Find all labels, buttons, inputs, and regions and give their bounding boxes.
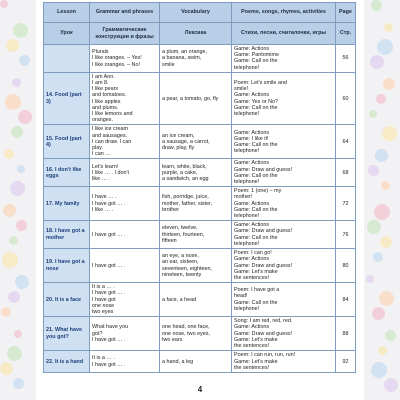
activities-cell — [232, 159, 336, 187]
activities-cell — [232, 351, 336, 373]
decorative-dot — [374, 204, 390, 220]
page-cell: 56 — [336, 45, 356, 73]
activities-line: telephone! — [234, 305, 260, 312]
activities-line: Game: Actions — [234, 200, 270, 207]
vocabulary-line: fifteen — [162, 237, 177, 244]
grammar-cell — [90, 283, 160, 317]
vocabulary-line: a face, a head — [162, 296, 197, 303]
decorative-dots-left — [0, 0, 34, 400]
vocabulary-line: purple, a cake, — [162, 169, 198, 176]
header-grammar: Grammar and phrases — [90, 3, 160, 23]
grammar-line: Let's learn! — [92, 163, 119, 170]
activities-cell — [232, 283, 336, 317]
decorative-dot — [371, 362, 387, 378]
decorative-dot — [371, 0, 382, 11]
activities-line: Poem: I can run, run, run! — [234, 352, 296, 359]
decorative-dot — [17, 165, 25, 173]
decorative-dot — [369, 110, 377, 118]
decorative-dot — [385, 330, 396, 341]
activities-line: Game: Draw and guess! — [234, 166, 293, 173]
decorative-dot — [375, 149, 388, 162]
activities-line: Game: Actions — [234, 46, 270, 52]
vocabulary-line: draw, play, fly — [162, 145, 195, 152]
grammar-line: got? — [92, 330, 103, 337]
lesson-cell: 18. I have got a mother — [44, 221, 90, 249]
grammar-line: I have … . — [92, 194, 117, 201]
contents-table — [43, 2, 356, 373]
activities-line: Poem: I can go! — [234, 250, 272, 257]
vocabulary-cell — [160, 317, 232, 351]
activities-cell — [232, 249, 336, 283]
grammar-line: I like … . — [92, 206, 113, 213]
vocabulary-line: eleven, twelve, — [162, 225, 198, 232]
decorative-dot — [384, 378, 398, 392]
activities-line: Game: Call on the — [234, 206, 278, 213]
activities-line: smile! — [234, 86, 249, 93]
activities-line: telephone! — [234, 111, 260, 118]
vocabulary-line: a plum, an orange, — [162, 49, 207, 56]
decorative-dot — [9, 236, 18, 245]
decorative-dot — [11, 126, 23, 138]
grammar-line: I can draw. I can — [92, 138, 132, 145]
activities-line: Game: Actions — [234, 324, 270, 331]
page-cell: 64 — [336, 125, 356, 159]
table-row — [44, 187, 356, 221]
header-lesson: Lesson — [44, 3, 90, 23]
grammar-cell — [90, 317, 160, 351]
decorative-dot — [381, 181, 390, 190]
activities-line: telephone! — [234, 64, 260, 71]
grammar-line: I have got … . — [92, 262, 126, 269]
grammar-line: I have got — [92, 296, 116, 303]
decorative-dot — [373, 252, 383, 262]
lesson-cell: 16. I don't like eggs — [44, 159, 90, 187]
vocabulary-cell — [160, 159, 232, 187]
grammar-cell — [90, 221, 160, 249]
lesson-cell: 15. Food (part 4) — [44, 125, 90, 159]
grammar-line: It is a … . — [92, 355, 115, 362]
grammar-cell — [90, 187, 160, 221]
grammar-line: I like oranges. – No! — [92, 61, 140, 68]
table-row — [44, 45, 356, 73]
activities-line: Game: Pantomime — [234, 52, 279, 59]
vocabulary-line: smile — [162, 61, 175, 68]
grammar-line: I like … . I don't — [92, 169, 129, 176]
vocabulary-line: a banana, swim, — [162, 55, 202, 62]
lesson-cell: 22. It is a hand — [44, 351, 90, 373]
decorative-dot — [1, 307, 11, 317]
lesson-cell: 21. What have you got? — [44, 317, 90, 351]
header-activities-ru: Стихи, песни, считалочки, игры — [232, 23, 336, 45]
page-cell: 92 — [336, 351, 356, 373]
activities-line: Game: Let's make — [234, 358, 278, 365]
grammar-cell — [90, 72, 160, 125]
grammar-line: It is a … . — [92, 284, 115, 291]
table-row — [44, 317, 356, 351]
decorative-dot — [384, 23, 393, 32]
grammar-line: I am 8. — [92, 80, 109, 87]
decorative-dot — [19, 55, 30, 66]
activities-line: Game: Let's make — [234, 336, 278, 343]
table-row — [44, 221, 356, 249]
decorative-dot — [10, 181, 25, 196]
table-row — [44, 125, 356, 159]
decorative-dot — [0, 0, 8, 8]
page-cell: 84 — [336, 283, 356, 317]
activities-line: head! — [234, 293, 248, 300]
decorative-dots-right — [366, 0, 400, 400]
vocabulary-line: one head, one face, — [162, 324, 210, 331]
header-page-ru: Стр. — [336, 23, 356, 45]
vocabulary-cell — [160, 72, 232, 125]
vocabulary-line: learn, white, black, — [162, 163, 207, 170]
decorative-dot — [372, 307, 385, 320]
grammar-line: I have got … . — [92, 361, 126, 368]
grammar-line: I like pears — [92, 86, 119, 93]
activities-line: Game: Actions — [234, 129, 270, 136]
decorative-dot — [382, 126, 397, 141]
activities-cell — [232, 187, 336, 221]
activities-line: telephone! — [234, 148, 260, 155]
activities-cell — [232, 125, 336, 159]
grammar-line: Plurals — [92, 49, 109, 56]
vocabulary-line: an ear, sixteen, — [162, 259, 199, 266]
decorative-dot — [366, 275, 374, 283]
decorative-dot — [5, 94, 21, 110]
lesson-cell — [44, 45, 90, 73]
activities-line: Game: Call on the — [234, 104, 278, 111]
activities-line: the sentences! — [234, 342, 270, 349]
activities-line: Game: Call on the — [234, 58, 278, 65]
grammar-line: two eyes — [92, 308, 114, 315]
vocabulary-line: a sausage, a carrot, — [162, 138, 210, 145]
decorative-dot — [8, 291, 20, 303]
header-grammar-ru: Грамматические конструкции и фразы — [90, 23, 160, 45]
vocabulary-line: one nose, two eyes, — [162, 330, 210, 337]
grammar-line: like … . — [92, 175, 110, 182]
activities-cell — [232, 221, 336, 249]
grammar-line: I have got … . — [92, 231, 126, 238]
vocabulary-line: thirteen, fourteen, — [162, 231, 205, 238]
page-cell: 88 — [336, 317, 356, 351]
vocabulary-line: nineteen, twenty — [162, 271, 202, 278]
grammar-line: and plums. — [92, 104, 119, 111]
activities-line: Game: I like it! — [234, 135, 269, 142]
page-cell: 76 — [336, 221, 356, 249]
grammar-cell — [90, 159, 160, 187]
vocabulary-cell — [160, 45, 232, 73]
activities-line: Poem: 1 (one) – my — [234, 188, 282, 195]
activities-line: telephone! — [234, 179, 260, 186]
grammar-line: I like oranges. – Yes! — [92, 55, 142, 62]
vocabulary-cell — [160, 125, 232, 159]
activities-line: Game: Call on the — [234, 141, 278, 148]
decorative-dot — [13, 378, 24, 389]
activities-line: Game: Call on the — [234, 299, 278, 306]
activities-line: Game: Call on the — [234, 172, 278, 179]
page-cell: 60 — [336, 72, 356, 125]
decorative-dot — [2, 252, 18, 268]
lesson-cell: 14. Food (part 3) — [44, 72, 90, 125]
activities-line: Game: Call on the — [234, 234, 278, 241]
activities-cell — [232, 317, 336, 351]
decorative-dot — [7, 346, 22, 361]
decorative-dot — [12, 78, 21, 87]
grammar-line: I have got … . — [92, 336, 126, 343]
header-row-russian — [44, 23, 356, 45]
decorative-dot — [376, 94, 386, 104]
activities-line: Game: Draw and guess! — [234, 262, 293, 269]
vocabulary-cell — [160, 249, 232, 283]
header-activities: Poems, songs, rhymes, activities — [232, 3, 336, 23]
vocabulary-line: brother — [162, 206, 180, 213]
lesson-cell: 17. My family — [44, 187, 90, 221]
vocabulary-line: two ears — [162, 336, 183, 343]
decorative-dot — [0, 362, 13, 375]
header-page: Page — [336, 3, 356, 23]
header-row-english — [44, 3, 356, 23]
vocabulary-line: a hand, a leg — [162, 358, 194, 365]
grammar-line: and sausages. — [92, 132, 128, 139]
decorative-dot — [367, 220, 381, 234]
vocabulary-line: mother, father, sister, — [162, 200, 213, 207]
contents-table-body — [44, 45, 356, 373]
decorative-dot — [377, 39, 393, 55]
vocabulary-line: seventeen, eighteen, — [162, 265, 213, 272]
activities-line: Game: Actions — [234, 222, 270, 229]
grammar-line: play. — [92, 145, 103, 152]
grammar-line: one nose — [92, 302, 115, 309]
lesson-cell: 19. I have got a nose — [44, 249, 90, 283]
document-page — [36, 0, 364, 400]
table-row — [44, 283, 356, 317]
activities-line: Game: Actions — [234, 92, 270, 99]
activities-line: the sentences! — [234, 364, 270, 371]
decorative-dot — [380, 236, 392, 248]
grammar-cell — [90, 45, 160, 73]
activities-line: Game: Yes or No? — [234, 98, 279, 105]
header-lesson-ru: Урок — [44, 23, 90, 45]
vocabulary-line: an eye, a nose, — [162, 253, 199, 260]
decorative-dot — [368, 165, 379, 176]
vocabulary-cell — [160, 187, 232, 221]
grammar-line: oranges. — [92, 117, 113, 124]
decorative-dot — [3, 204, 16, 217]
grammar-line: I like lemons and — [92, 111, 133, 118]
grammar-cell — [90, 125, 160, 159]
page-number: 4 — [197, 385, 203, 394]
decorative-dot — [383, 78, 395, 90]
vocabulary-line: fish, porridge, juice, — [162, 194, 209, 201]
grammar-line: I can … — [92, 151, 111, 158]
activities-line: Poem: I have got a — [234, 287, 280, 294]
table-row — [44, 72, 356, 125]
decorative-dot — [6, 39, 19, 52]
activities-line: telephone! — [234, 213, 260, 220]
grammar-line: I have got … . — [92, 200, 126, 207]
activities-line: the sentences! — [234, 274, 270, 281]
activities-line: Game: Draw and guess! — [234, 228, 293, 235]
page-cell: 68 — [336, 159, 356, 187]
header-vocabulary: Vocabulary — [160, 3, 232, 23]
decorative-dot — [370, 55, 384, 69]
grammar-line: and tomatoes. — [92, 92, 127, 99]
decorative-dot — [15, 275, 29, 289]
activities-line: Poem: Let's smile and — [234, 80, 287, 87]
lesson-cell: 20. It is a face — [44, 283, 90, 317]
grammar-line: I like ice cream — [92, 126, 128, 133]
activities-line: Game: Let's make — [234, 268, 278, 275]
decorative-dot — [13, 23, 28, 38]
vocabulary-cell — [160, 283, 232, 317]
page-cell: 80 — [336, 249, 356, 283]
vocabulary-line: a pear, a tomato, go, fly — [162, 95, 219, 102]
page-cell: 72 — [336, 187, 356, 221]
header-vocabulary-ru: Лексика — [160, 23, 232, 45]
decorative-dot — [16, 220, 27, 231]
vocabulary-line: a sandwich, an egg — [162, 175, 209, 182]
decorative-dot — [379, 291, 394, 306]
activities-line: Game: Draw and guess! — [234, 330, 293, 337]
activities-line: Song: I am red, red, red. — [234, 318, 293, 325]
activities-cell — [232, 72, 336, 125]
activities-line: Game: Actions — [234, 160, 270, 167]
vocabulary-line: an ice cream, — [162, 132, 195, 139]
grammar-cell — [90, 351, 160, 373]
activities-line: Game: Actions — [234, 256, 270, 263]
grammar-line: I am Ann. — [92, 73, 115, 80]
vocabulary-cell — [160, 351, 232, 373]
vocabulary-cell — [160, 221, 232, 249]
grammar-line: I have got … . — [92, 290, 126, 297]
grammar-cell — [90, 249, 160, 283]
decorative-dot — [14, 330, 22, 338]
activities-cell — [232, 45, 336, 73]
table-row — [44, 159, 356, 187]
activities-line: mother! — [234, 194, 253, 201]
decorative-dot — [4, 149, 14, 159]
grammar-line: What have you — [92, 324, 128, 331]
table-row — [44, 351, 356, 373]
decorative-dot — [378, 346, 387, 355]
activities-line: telephone! — [234, 240, 260, 247]
grammar-line: I like apples — [92, 98, 121, 105]
decorative-dot — [18, 110, 32, 124]
table-row — [44, 249, 356, 283]
